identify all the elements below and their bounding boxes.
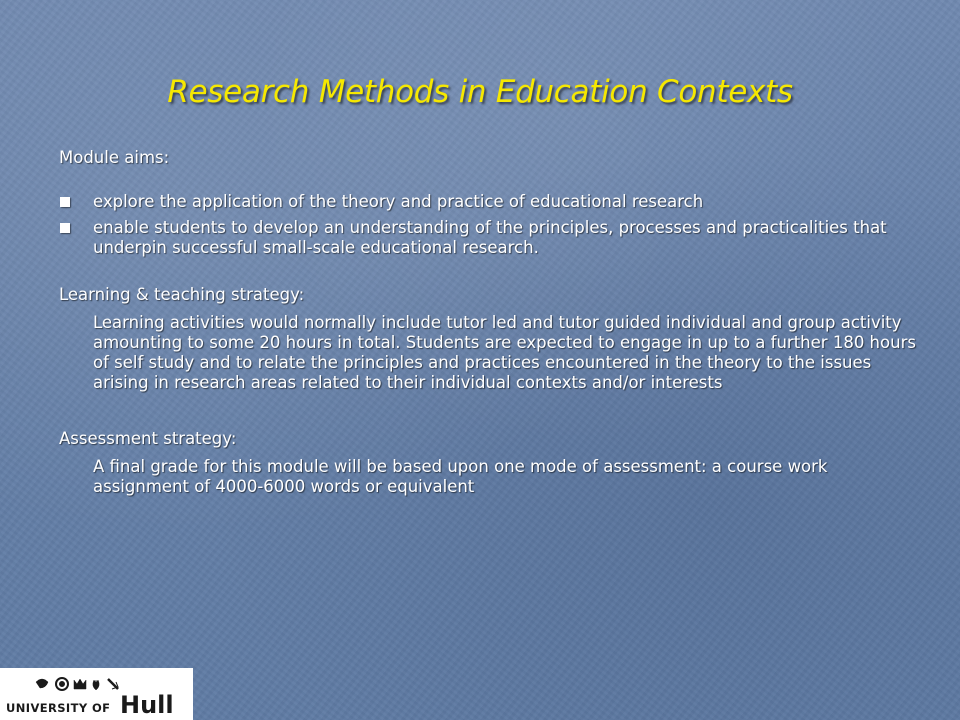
- strategy-heading: Learning & teaching strategy:: [59, 285, 305, 304]
- bullet-square-icon: [60, 197, 70, 207]
- spacer: [59, 393, 919, 429]
- spacer: [59, 264, 919, 285]
- aim-text: explore the application of the theory and practice of educational research: [93, 192, 704, 211]
- slide-body: [59, 148, 919, 497]
- aim-text: enable students to develop an understanding of the principles, processes and practicalities that underpin successful small-scale educational research.: [93, 218, 887, 257]
- logo-text-hull: Hull: [120, 691, 174, 719]
- slide-title: Research Methods in Education Contexts: [167, 74, 793, 110]
- list-item: [59, 192, 919, 212]
- bullet-square-icon: [60, 223, 70, 233]
- university-crest-icons: [0, 668, 193, 720]
- list-item: [59, 218, 919, 258]
- logo-text-university: UNIVERSITY OF: [6, 701, 111, 715]
- spacer: [59, 449, 919, 457]
- assessment-heading: Assessment strategy:: [59, 429, 237, 448]
- assessment-paragraph: A final grade for this module will be based upon one mode of assessment: a course work assignment of 4000-6000 words or equivalent: [93, 457, 828, 496]
- spacer: [59, 168, 919, 192]
- module-aims-list: [59, 192, 919, 258]
- strategy-paragraph: Learning activities would normally include tutor led and tutor guided individual and group activity amounting to some 20 hours in total. Students are expected to engage in up to a further 180 hours of self study and to relate the principles and practices encountered in the theory to the issues arising in research areas related to their individual contexts and/or interests: [93, 313, 916, 392]
- module-aims-heading: Module aims:: [59, 148, 170, 167]
- spacer: [59, 305, 919, 313]
- university-logo: [0, 668, 193, 720]
